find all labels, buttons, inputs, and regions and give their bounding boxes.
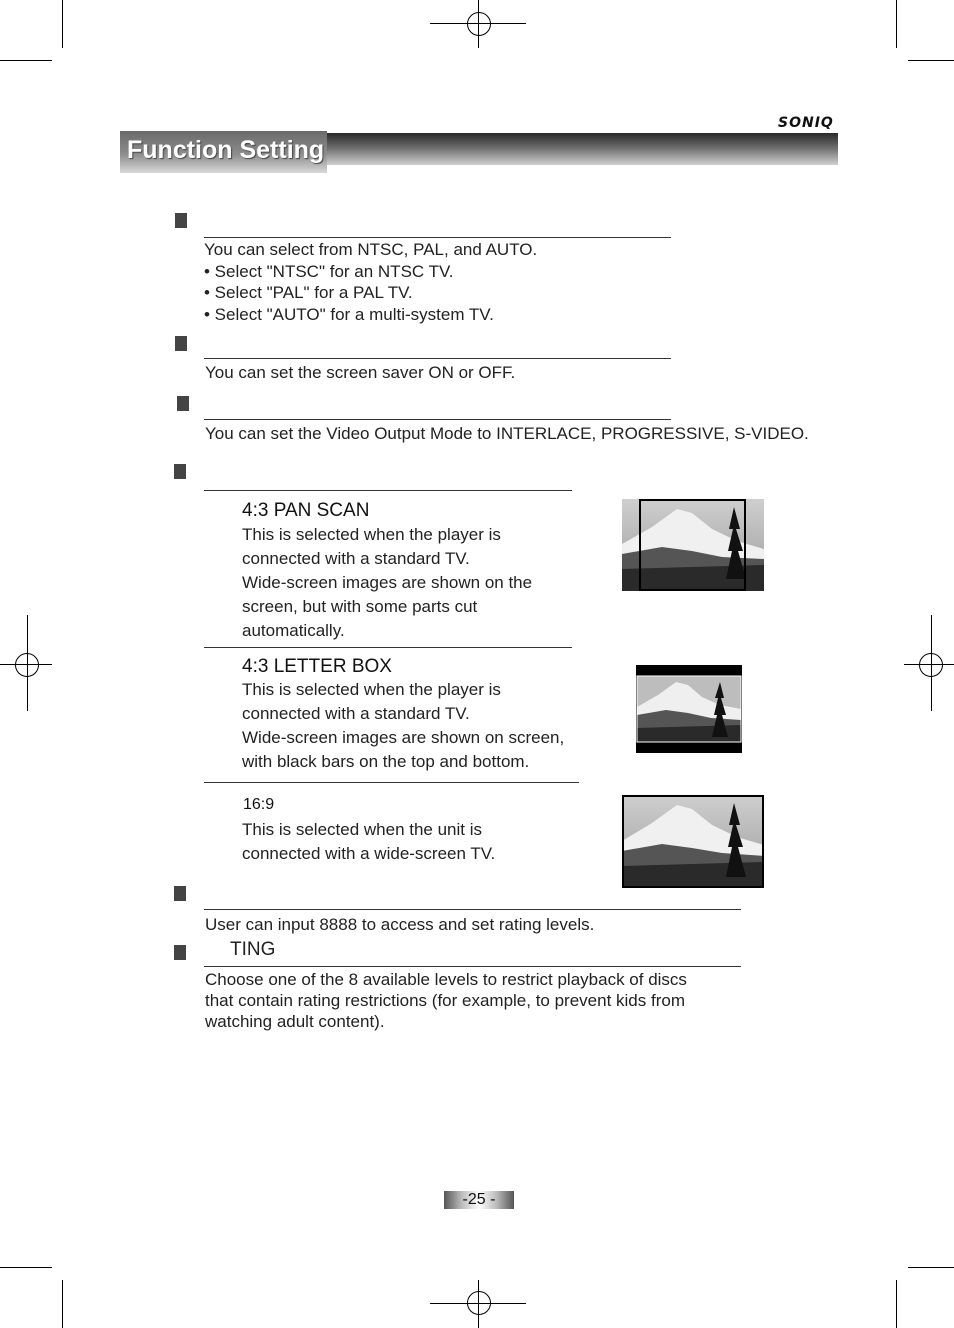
section-text: • Select "PAL" for a PAL TV. [204,283,413,302]
option-text: This is selected when the unit is connected with a wide-screen TV. [242,820,496,863]
option-rule [204,782,579,783]
brand-logo: SONIQ [778,115,834,131]
crop-mark [62,0,63,48]
section-marker [174,945,186,960]
section-rule [204,490,572,491]
crop-mark [62,1280,63,1328]
pan-scan-image [622,499,764,591]
crop-mark [896,1280,897,1328]
section-rule [204,358,671,359]
section-rule [204,237,671,238]
section-marker [175,213,187,228]
section-text: • Select "AUTO" for a multi-system TV. [204,305,494,324]
section-marker [175,336,187,351]
option-rule [204,647,572,648]
crop-mark [0,60,52,61]
page-number: -25 - [462,1191,496,1208]
crop-mark [0,1267,52,1268]
crop-mark [908,60,954,61]
option-text: This is selected when the player is connected with a standard TV. Wide-screen images are shown on the screen, but with some parts cut automatically. [242,525,533,640]
section-rule [204,966,741,967]
section-marker [174,886,186,901]
option-text: This is selected when the player is connected with a standard TV. Wide-screen images are shown on screen, with black bars on the top and bottom. [242,680,565,771]
crop-mark [896,0,897,48]
section-marker [174,464,186,479]
section-text: watching adult content). [205,1012,385,1031]
section-marker [177,396,189,411]
section-rule [204,909,741,910]
wide-screen-image [622,795,764,888]
section-rule [204,419,671,420]
section-title: TING [230,939,276,960]
letter-box-image [636,665,742,753]
page-title: Function Setting [127,136,325,164]
option-title: 4:3 LETTER BOX [242,656,392,677]
crop-mark [908,1267,954,1268]
section-text: • Select "NTSC" for an NTSC TV. [204,262,454,281]
section-text: You can select from NTSC, PAL, and AUTO. [204,240,538,259]
option-title: 16:9 [243,796,275,813]
option-title: 4:3 PAN SCAN [242,500,370,521]
section-text: You can set the screen saver ON or OFF. [205,363,516,382]
section-text: that contain rating restrictions (for example, to prevent kids from [205,991,685,1010]
section-text: User can input 8888 to access and set rating levels. [205,915,595,934]
section-text: You can set the Video Output Mode to INTERLACE, PROGRESSIVE, S-VIDEO. [205,424,809,443]
section-text: Choose one of the 8 available levels to restrict playback of discs [205,970,687,989]
